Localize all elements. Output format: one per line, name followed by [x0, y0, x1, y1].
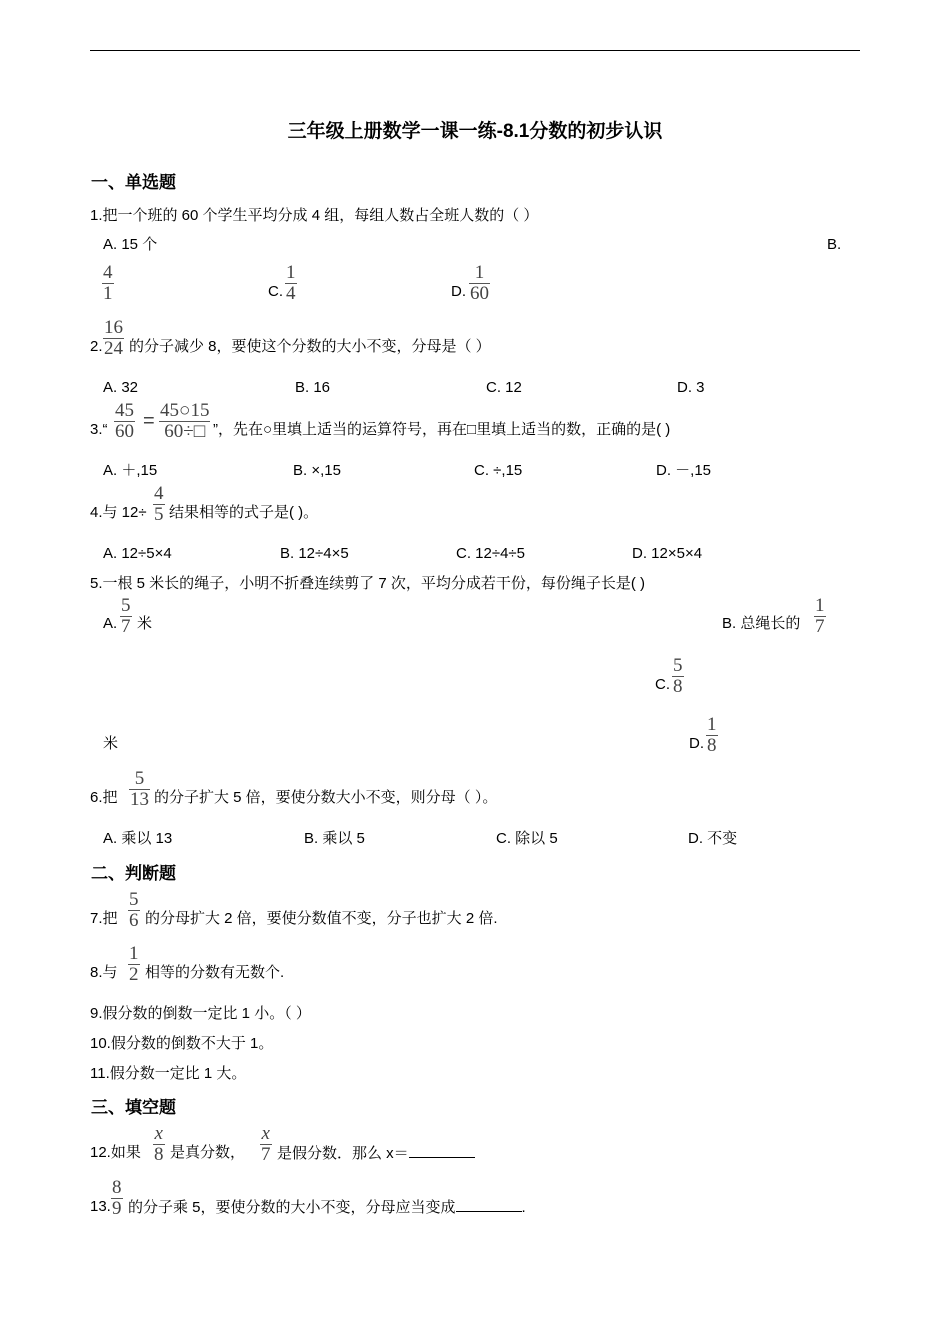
q5-option-b-label: B. 总绳长的 — [722, 615, 801, 632]
q5-option-d-fraction — [706, 716, 718, 755]
section-heading-fill-in: 三、填空题 — [91, 1098, 176, 1117]
numerator: 1 — [286, 262, 296, 283]
q5-option-a-label: A. — [103, 615, 118, 632]
denominator: 2 — [129, 964, 139, 985]
q6-option-c: C. 除以 5 — [496, 830, 558, 847]
question-2-number: 2. — [90, 338, 103, 355]
q3-option-c: C. ÷,15 — [474, 462, 523, 479]
denominator: 8 — [673, 676, 683, 697]
q3-option-a: A. ＋,15 — [103, 462, 158, 479]
q3-option-d: D. －,15 — [656, 462, 712, 479]
section-heading-single-choice: 一、单选题 — [91, 173, 176, 192]
answer-blank[interactable] — [409, 1143, 475, 1158]
q12-fraction-2 — [260, 1125, 272, 1164]
denominator: 60÷□ — [164, 421, 206, 442]
q13-fraction — [111, 1179, 123, 1218]
question-5-stem: 5.一根 5 米长的绳子，小明不折叠连续剪了 7 次，平均分成若干份，每份绳子长是( ) — [90, 575, 646, 592]
q8-fraction — [128, 945, 140, 984]
question-6-stem: 的分子扩大 5 倍，要使分数大小不变，则分母（ ）。 — [154, 789, 498, 806]
numerator: 16 — [104, 317, 123, 338]
q2-option-b: B. 16 — [295, 379, 331, 396]
denominator: 6 — [129, 910, 139, 931]
denominator: 4 — [286, 283, 296, 304]
question-13-text: 的分子乘 5，要使分数的大小不变，分母应当变成 — [128, 1199, 456, 1216]
q1-option-b-fraction — [102, 264, 114, 303]
denominator: 1 — [103, 283, 113, 304]
q6-option-a: A. 乘以 13 — [103, 830, 173, 847]
q5-option-d-label: D. — [689, 735, 704, 752]
numerator: 1 — [815, 595, 825, 616]
q7-fraction — [128, 891, 140, 930]
denominator: 8 — [707, 735, 717, 756]
denominator: 8 — [154, 1144, 164, 1165]
question-8-stem: 相等的分数有无数个. — [145, 964, 285, 981]
question-1-stem: 1.把一个班的 60 个学生平均分成 4 组，每组人数占全班人数的（ ） — [90, 207, 539, 224]
question-12-stem — [277, 1143, 475, 1164]
section-heading-true-false: 二、判断题 — [91, 864, 176, 883]
q2-option-d: D. 3 — [677, 379, 705, 396]
question-3-number: 3.“ — [90, 421, 108, 438]
q3-fraction-right — [159, 402, 210, 441]
numerator: 1 — [707, 714, 717, 735]
q1-option-b-label: B. — [827, 236, 842, 253]
q6-fraction — [129, 770, 150, 809]
q6-option-d: D. 不变 — [688, 830, 738, 847]
question-9-stem: 9.假分数的倒数一定比 1 小。（ ） — [90, 1005, 311, 1022]
numerator: 1 — [129, 943, 139, 964]
q5-option-a-fraction — [120, 597, 132, 636]
q4-option-d: D. 12×5×4 — [632, 545, 703, 562]
q3-equals-sign: = — [143, 410, 155, 432]
denominator: 5 — [154, 504, 164, 525]
q3-fraction-left — [114, 402, 135, 441]
q1-option-a: A. 15 个 — [103, 236, 158, 253]
question-2-stem: 的分子减少 8，要使这个分数的大小不变，分母是（ ） — [129, 338, 491, 355]
q4-option-a: A. 12÷5×4 — [103, 545, 172, 562]
q1-option-c-label: C. — [268, 283, 283, 300]
q5-option-c-label: C. — [655, 676, 670, 693]
question-13-stem — [128, 1197, 526, 1218]
q2-option-a: A. 32 — [103, 379, 139, 396]
q4-fraction — [153, 485, 165, 524]
answer-blank[interactable] — [456, 1197, 522, 1212]
question-7-stem: 的分母扩大 2 倍，要使分数值不变，分子也扩大 2 倍. — [145, 910, 498, 927]
q1-option-d-fraction — [469, 264, 490, 303]
q2-fraction — [103, 319, 124, 358]
header-rule — [90, 50, 860, 51]
denominator: 24 — [104, 338, 123, 359]
q5-option-b-fraction — [814, 597, 826, 636]
numerator: 5 — [673, 655, 683, 676]
numerator: x — [154, 1123, 163, 1144]
q1-option-d-label: D. — [451, 283, 466, 300]
q6-option-b: B. 乘以 5 — [304, 830, 365, 847]
question-13-number: 13. — [90, 1198, 111, 1215]
denominator: 13 — [130, 789, 149, 810]
question-7-number: 7.把 — [90, 910, 118, 927]
denominator: 60 — [470, 283, 489, 304]
question-10-stem: 10.假分数的倒数不大于 1。 — [90, 1035, 274, 1052]
numerator: 4 — [103, 262, 113, 283]
denominator: 7 — [261, 1144, 271, 1165]
question-6-number: 6.把 — [90, 789, 118, 806]
numerator: 8 — [112, 1177, 122, 1198]
question-3-stem: ”，先在○里填上适当的运算符号，再在□里填上适当的数，正确的是( ) — [213, 421, 671, 438]
question-12-text: 是假分数．那么 x＝ — [277, 1145, 409, 1162]
q5-option-c-fraction — [672, 657, 684, 696]
q12-fraction-1 — [153, 1125, 165, 1164]
denominator: 7 — [121, 616, 131, 637]
denominator: 60 — [115, 421, 134, 442]
q1-option-c-fraction — [285, 264, 297, 303]
denominator: 9 — [112, 1198, 122, 1219]
q2-option-c: C. 12 — [486, 379, 522, 396]
numerator: 45○15 — [160, 400, 210, 421]
q5-option-a-unit: 米 — [137, 615, 153, 632]
question-13-end: . — [521, 1199, 526, 1216]
numerator: 5 — [134, 768, 145, 789]
question-4-stem: 结果相等的式子是( )。 — [169, 504, 319, 521]
q12-middle-text: 是真分数， — [170, 1144, 246, 1161]
numerator: x — [261, 1123, 270, 1144]
denominator: 7 — [815, 616, 825, 637]
q4-option-c: C. 12÷4÷5 — [456, 545, 526, 562]
numerator: 5 — [129, 889, 139, 910]
numerator: 1 — [474, 262, 485, 283]
numerator: 5 — [121, 595, 131, 616]
q3-option-b: B. ×,15 — [293, 462, 341, 479]
page-title: 三年级上册数学一课一练-8.1分数的初步认识 — [287, 121, 663, 142]
q4-option-b: B. 12÷4×5 — [280, 545, 349, 562]
question-4-number: 4.与 12÷ — [90, 504, 147, 521]
q5-option-b-unit-wrapped: 米 — [103, 735, 119, 752]
numerator: 4 — [154, 483, 164, 504]
question-11-stem: 11.假分数一定比 1 大。 — [90, 1065, 247, 1082]
numerator: 45 — [115, 400, 134, 421]
question-12-number: 12.如果 — [90, 1144, 141, 1161]
question-8-number: 8.与 — [90, 964, 118, 981]
